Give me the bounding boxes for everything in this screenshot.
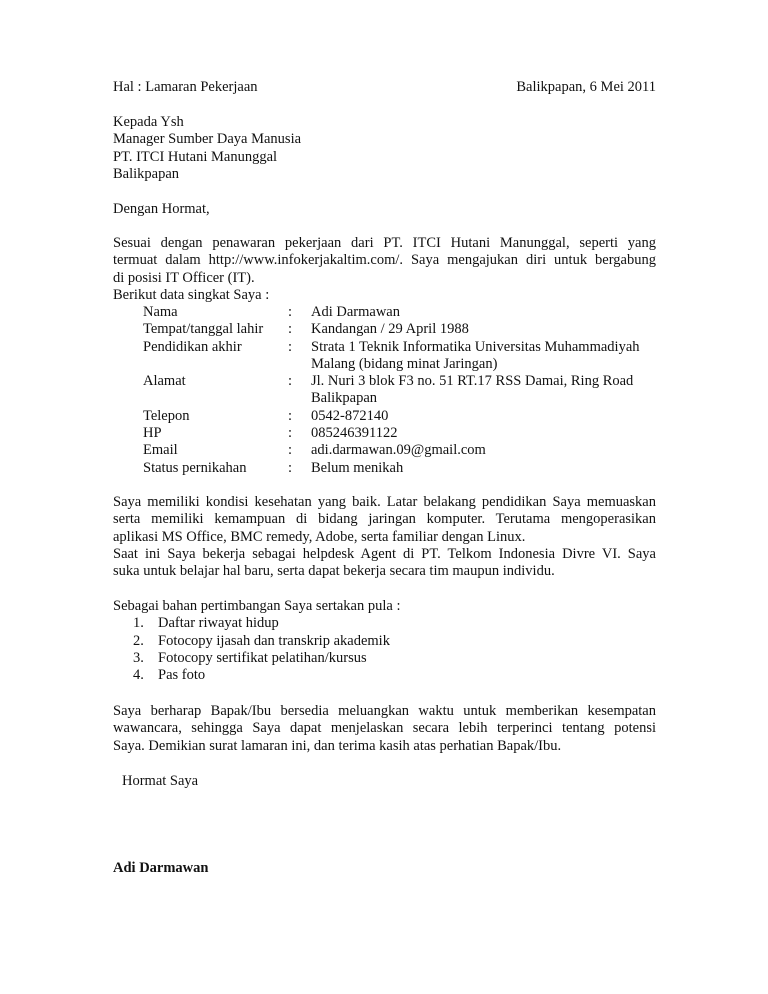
recipient-block: [113, 114, 656, 183]
personal-data-table: [113, 304, 656, 477]
subject-line: Hal : Lamaran Pekerjaan: [113, 79, 258, 95]
data-row-marital: Status pernikahan : Belum menikah: [143, 459, 404, 476]
body-paragraph: Saya memiliki kondisi kesehatan yang baik. Latar belakang pendidikan Saya memuaskan serta memiliki kemampuan di bidang jaringan komputer. Terutama mengoperasikan aplikasi MS Office, BMC remedy, Adobe, serta familiar dengan Linux. Saat ini Saya bekerja sebagai helpdesk Agent di PT. Telkom Indonesia Divre VI. Saya suka untuk belajar hal baru, serta dapat bekerja secara tim maupun individu.: [113, 494, 656, 580]
list-item: 4. Pas foto: [133, 667, 206, 684]
recipient-line: Kepada Ysh: [113, 114, 184, 130]
list-item: 2. Fotocopy ijasah dan transkrip akademik: [133, 632, 390, 649]
closing-paragraph: Saya berharap Bapak/Ibu bersedia meluangkan waktu untuk memberikan kesempatan wawancara, sehingga Saya dapat menjelaskan secara lebih terperinci tentang potensi Saya. Demikian surat lamaran ini, dan terima kasih atas perhatian Bapak/Ibu.: [113, 703, 656, 754]
data-row-education-cont: Malang (bidang minat Jaringan): [311, 355, 498, 372]
signature-name: Adi Darmawan: [113, 860, 209, 876]
data-row-address: Alamat : Jl. Nuri 3 blok F3 no. 51 RT.17 RSS Damai, Ring Road: [143, 373, 634, 390]
data-heading: Berikut data singkat Saya :: [113, 286, 270, 303]
data-row-phone: Telepon : 0542-872140: [143, 407, 389, 424]
data-row-email: Email : adi.darmawan.09@gmail.com: [143, 442, 486, 459]
data-row-hp: HP : 085246391122: [143, 425, 398, 442]
salutation: Hormat Saya: [122, 773, 199, 789]
recipient-line: Manager Sumber Daya Manusia: [113, 131, 302, 148]
recipient-line: PT. ITCI Hutani Manunggal: [113, 148, 278, 165]
intro-paragraph: Sesuai dengan penawaran pekerjaan dari PT. ITCI Hutani Manunggal, seperti yang termuat dalam http://www.infokerjakaltim.com/. Saya mengajukan diri untuk bergabung di posisi IT Officer (IT). Berikut data singkat Saya :: [113, 235, 656, 303]
attachments-heading: Sebagai bahan pertimbangan Saya sertakan pula :: [113, 598, 401, 614]
greeting: Dengan Hormat,: [113, 201, 210, 217]
recipient-line: Balikpapan: [113, 165, 180, 182]
list-item: 1. Daftar riwayat hidup: [133, 615, 279, 632]
data-row-education: Pendidikan akhir : Strata 1 Teknik Informatika Universitas Muhammadiyah: [143, 338, 640, 355]
list-item: 3. Fotocopy sertifikat pelatihan/kursus: [133, 649, 367, 666]
attachments-block: [113, 598, 656, 684]
data-row-nama: Nama : Adi Darmawan: [143, 304, 400, 320]
place-date: Balikpapan, 6 Mei 2011: [516, 79, 656, 95]
data-row-birth: Tempat/tanggal lahir : Kandangan / 29 April 1988: [143, 321, 469, 338]
data-row-address-cont: Balikpapan: [311, 390, 378, 407]
